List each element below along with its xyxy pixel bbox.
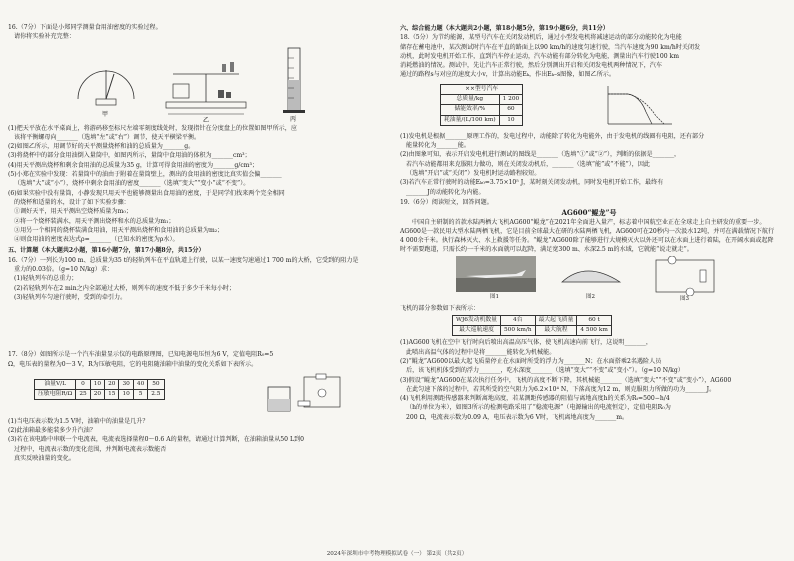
q19-line-2: 此喷出高温气体的过程中是将_______能转化为机械能。 bbox=[406, 348, 556, 356]
q18b-line-5: （选填“开启”或“关闭”）发电机时运动路程较短。 bbox=[406, 169, 541, 177]
fig-label-yi: 乙 bbox=[203, 116, 210, 122]
table-cell: 4台 bbox=[500, 315, 535, 325]
q18-line-2: 储存在蓄电池中，某次测试时汽车在平直的路面上以90 km/h的速度匀速行驶，当汽车速度为90 km/h时关闭发 bbox=[400, 43, 701, 51]
pressure-resistance-table bbox=[34, 379, 165, 401]
scale-dial-icon bbox=[78, 70, 134, 105]
q17-line-4: 过程中，电流表示数的变化范围，并判断电流表示数能否 bbox=[14, 445, 167, 453]
q18-figure-row bbox=[400, 82, 778, 130]
balance-diagrams bbox=[68, 44, 368, 122]
q16-line-1: (1)把天平放在水平桌面上，将游码移至标尺左端零刻度线处时，发现指针在分度盘上的位置如图甲所示，应 bbox=[8, 124, 297, 132]
table-cell: 压敏电阻R/Ω bbox=[35, 390, 76, 400]
balance-icon bbox=[166, 62, 246, 114]
fig-label-3: 图3 bbox=[680, 296, 689, 303]
q16-sub: 请你将实验补充完整： bbox=[14, 33, 75, 41]
table-cell: 25 bbox=[76, 390, 90, 400]
table-cell: 30 bbox=[119, 379, 133, 389]
table-cell: 耗油量/(L/100 km) bbox=[441, 115, 500, 125]
q18-line-1: 18.（5分）为节约能源，某型号汽车在关闭发动机后，通过小型发电机将减速运动的部分动能转化为电能 bbox=[400, 34, 682, 42]
table-row bbox=[441, 115, 523, 125]
q19-line-1: (1)AG600飞机在空中飞行时向后喷出高温高压气体，使飞机高速向前飞行，这说明_______， bbox=[400, 339, 652, 347]
q16-line-9: 的烧杯和适量的水，设计了如下实验步骤： bbox=[14, 198, 130, 206]
q16-step-4: ④则食用油的密度表达式ρ=_______（已知水的密度为ρ水）。 bbox=[14, 236, 179, 244]
right-column bbox=[400, 22, 778, 422]
q17-line-1: (1)当电压表示数为1.5 V时，油箱中的油量是几升？ bbox=[8, 417, 149, 425]
table-cell: 60 bbox=[499, 105, 523, 115]
table-cell: 20 bbox=[105, 379, 119, 389]
q16-step-1: ①调好天平，用天平测出空烧杯质量为m₀； bbox=[14, 208, 132, 216]
q16-step-3: ③用另一个相同的烧杯装满食用油，用天平测出烧杯和食用油的总质量为m₂； bbox=[14, 226, 224, 234]
table-cell: 最大航程 bbox=[535, 326, 577, 336]
table-row bbox=[35, 390, 165, 400]
q19-line-8: （h的单位为米），如图3所示的检测电路采用了“稳流电源”（电源输出的电流恒定），定值电阻R₀为 bbox=[406, 404, 671, 412]
table-cell: 500 km/h bbox=[500, 326, 535, 336]
table-cell: 最大巡航速度 bbox=[453, 326, 501, 336]
q18-line-3: 动机，此时发电机开始工作，直到汽车停止运动，汽车动能有部分转化为电能，测量出汽车行驶100 km bbox=[400, 52, 679, 60]
q18-line-5: 通过的路程s与对应的速度大小v，计算出动能Eₖ，作出Eₖ–s图像，如图乙所示。 bbox=[400, 71, 615, 79]
q19-figures bbox=[400, 256, 778, 302]
table-row bbox=[453, 315, 612, 325]
q16-head: 16.（7分）下面是小郑同学测量食用油密度的实验过程。 bbox=[8, 24, 162, 31]
q18b-line-3: (2)由图象可知，表示开启发电机进行测试的图线是_______（选填“①”或“②”），判断的依据是_______， bbox=[400, 151, 681, 159]
q19-article-title: AG600“鲲龙”号 bbox=[561, 208, 617, 218]
q19-line-3: (2)“鲲龙”AG600以最大起飞质量停止在水面时所受的浮力为_______N；在水面搭乘2名遇险人员 bbox=[400, 357, 662, 365]
q17-line-2: (2)此油箱最多能装多少升汽油？ bbox=[8, 427, 96, 435]
q16-line-2: 该将平衡螺母向_______（选填“左”或“右”）调节，使天平横梁平衡。 bbox=[14, 133, 201, 141]
q19-line-4: 后，该飞机机体受到的浮力_______，吃水深度_______（选填“变大”“不变”或“变小”）。（g=10 N/kg） bbox=[406, 367, 684, 375]
q16-line-7: （选填“大”或“小”），烧杯中剩余食用油的密度_______（选填“变大”“变小”或“不变”）。 bbox=[14, 180, 250, 188]
q16-line-4: (3)将烧杯中的部分食用油倒入量筒中，如图丙所示，量筒中食用油的体积为_______cm³； bbox=[8, 152, 251, 160]
q18b-line-4: 若汽车动能都用来克服阻力做功，则在关闭发动机后，_______（选填“能”或“不能”），因此 bbox=[406, 160, 651, 168]
wing-profile-diagram bbox=[556, 256, 626, 292]
q18b-line-6: (3)若汽车正常行驶时的动能Eₖ₀=3.75×10⁵ J，某时刻关闭发动机，同时发电机开始工作，最终有 bbox=[400, 179, 664, 187]
table-cell: 15 bbox=[105, 390, 119, 400]
q16-line-5: (4)用天平测出烧杯和剩余食用油的总质量为35 g，计算可得食用油的密度为_______g/cm³； bbox=[8, 161, 259, 169]
q16b-line-5: (3)轻轨列车匀速行驶时，受到的牵引力。 bbox=[14, 293, 127, 301]
q19-line-7: (4)飞机利用测距传感器来判断离地高度，若某测距传感器的阻值与离地高度h的关系为Rₜ=500−h/4 bbox=[400, 395, 670, 403]
q17-head-2: Ω，电压表的量程为0～3 V，R为压敏电阻，它的电阻随油箱中油量的变化关系如下表所示。 bbox=[8, 360, 258, 368]
table-row bbox=[441, 84, 523, 94]
table-cell: 0 bbox=[76, 379, 90, 389]
aircraft-params-table bbox=[452, 315, 612, 337]
table-cell: 20 bbox=[90, 390, 104, 400]
fig-label-2: 图2 bbox=[586, 294, 595, 301]
fig-label-jia: 甲 bbox=[102, 110, 109, 118]
answer-space bbox=[8, 302, 386, 350]
q16b-line-1: 16.（7分）一列长为100 m、总质量为35 t的轻轨列车在平直轨道上行驶，以某一速度匀速通过1 700 m的大桥，它受到的阻力是 bbox=[8, 256, 359, 264]
table-row bbox=[35, 379, 165, 389]
q18b-line-2: 能量转化为_______能。 bbox=[406, 142, 470, 150]
table-cell: 总质量/kg bbox=[441, 95, 500, 105]
q17-line-3: (3)若在该电路中串联一个电流表，电流表选择量程0～0.6 A的量程，请通过计算判断，在油箱油量从50 L到0 bbox=[8, 436, 304, 444]
q19-head: 19.（6分）阅读短文，回答问题。 bbox=[400, 198, 493, 206]
table-row bbox=[441, 105, 523, 115]
table-cell: 4 500 km bbox=[577, 326, 611, 336]
q19-params-intro: 飞机的部分参数如下表所示： bbox=[400, 305, 480, 313]
fig-label-1: 图1 bbox=[490, 294, 499, 301]
table-row bbox=[441, 95, 523, 105]
q19-passage: 中国自主研制的首款水陆两栖大飞机AG600“鲲龙”在2021年全面进入量产，标志着中国航空业正在全球走上自主研发的重要一步。AG600是一款民用大型水陆两栖飞机，它是目前全球最大在研的水陆两栖飞机，AG600可在20秒内一次汲水12吨，并可在满载情况下航行4 000余千米。执行森林灭火、水上救援等任务。“鲲龙”AG600除了能够进行大规模灭火以外还可以在水面上进行着陆，在开阔水面或起降时不需要跑道，只需长约一千米的水面就可以起降，满足宽300 m、水深2.5 m的水域，它就能“说走就走”。 bbox=[400, 219, 775, 254]
table-cell: 储能效率/% bbox=[441, 105, 500, 115]
q16-step-2: ②将一个烧杯装满水，用天平测出烧杯和水的总质量为m₁； bbox=[14, 217, 175, 225]
q16-line-8: (6)如果实验中没有量筒，小静发现只用天平也能够测量出食用油的密度，于是同学们找来两个完全相同 bbox=[8, 189, 285, 197]
q16-line-3: (2)如图乙所示，用调节好的天平测量烧杯和油的总质量为_______g。 bbox=[8, 143, 195, 151]
table-title: ××型号汽车 bbox=[441, 84, 523, 94]
page-footer: 2024年深圳市中考物理模拟试卷（一） 第2页（共2页） bbox=[326, 551, 468, 557]
q19-line-9: 200 Ω，电流表示数为0.09 A，电压表示数为6 V时，飞机离地高度为_______m。 bbox=[406, 413, 629, 421]
table-cell: 10 bbox=[119, 390, 133, 400]
q19-line-5: (3)假设“鲲龙”AG600在某次执行任务中，飞机的高度不断下降，其机械能_______（选填“变大”“不变”或“变小”），AG600 bbox=[400, 376, 732, 384]
table-row bbox=[453, 326, 612, 336]
q17-line-5: 真实反映油量的变化。 bbox=[14, 455, 75, 463]
table-cell: 60 t bbox=[577, 315, 611, 325]
graduated-cylinder-icon bbox=[283, 48, 305, 113]
table-cell: 10 bbox=[90, 379, 104, 389]
section-5-heading: 五、计算题（本大题共2小题，第16小题7分，第17小题8分，共15分） bbox=[8, 247, 205, 255]
table-cell: 油量V/L bbox=[35, 379, 76, 389]
q16b-line-2: 重力的0.03倍。（g=10 N/kg）求： bbox=[14, 266, 114, 274]
q17-head: 17.（8分）如图所示是一个汽车油量显示仪的电路原理图，已知电源电压恒为6 V，定值电阻R₀=5 bbox=[8, 351, 274, 359]
sensor-circuit-diagram bbox=[650, 256, 720, 296]
q16-line-6: (5)小郑在实验中发现：若量筒中的油由于附着在量筒壁上，测出的食用油的密度比真实值会偏_______ bbox=[8, 171, 282, 179]
table-cell: 1 200 bbox=[499, 95, 523, 105]
table-cell: 50 bbox=[148, 379, 164, 389]
q18b-line-1: (1)发电机是根据_______原理工作的，发电过程中，动能除了转化为电能外，由于发电机的线圈有电阻，还有部分 bbox=[400, 132, 705, 140]
table-cell: 40 bbox=[133, 379, 147, 389]
table-cell: 最大起飞质量 bbox=[535, 315, 577, 325]
q18-line-4: 消耗燃油的情况。测试中，先让汽车正常行驶，然后分别测出开启和关闭发电机两种情况下，汽车 bbox=[400, 62, 663, 70]
table-cell: 5 bbox=[133, 390, 147, 400]
fuel-circuit-diagram bbox=[264, 371, 344, 415]
q16b-line-3: (1)轻轨列车的总重力； bbox=[14, 275, 78, 283]
fig-label-bing: 丙 bbox=[290, 115, 297, 122]
q17-figure-row bbox=[8, 371, 386, 415]
energy-distance-graph bbox=[600, 82, 680, 130]
left-column bbox=[8, 22, 386, 463]
q16-figures bbox=[8, 44, 386, 122]
car-spec-table bbox=[440, 84, 523, 126]
aircraft-photo bbox=[456, 256, 536, 292]
table-cell: WJ6发动机数量 bbox=[453, 315, 501, 325]
q18b-line-7: _______J的动能转化为内能。 bbox=[406, 188, 485, 196]
table-cell: 2.5 bbox=[148, 390, 164, 400]
q19-line-6: 在此匀速下落的过程中，若其所受的空气阻力为6.2×10⁴ N，下落高度为12 m，则克服阻力所做的功为_______J。 bbox=[406, 385, 716, 393]
q16b-line-4: (2)若轻轨列车在2 min之内全部通过大桥，则列车的速度不低于多少千米每小时； bbox=[14, 284, 236, 292]
section-6-heading: 六、综合能力题（本大题共2小题，第18小题5分，第19小题6分，共11分） bbox=[400, 25, 609, 32]
table-cell: 10 bbox=[499, 115, 523, 125]
